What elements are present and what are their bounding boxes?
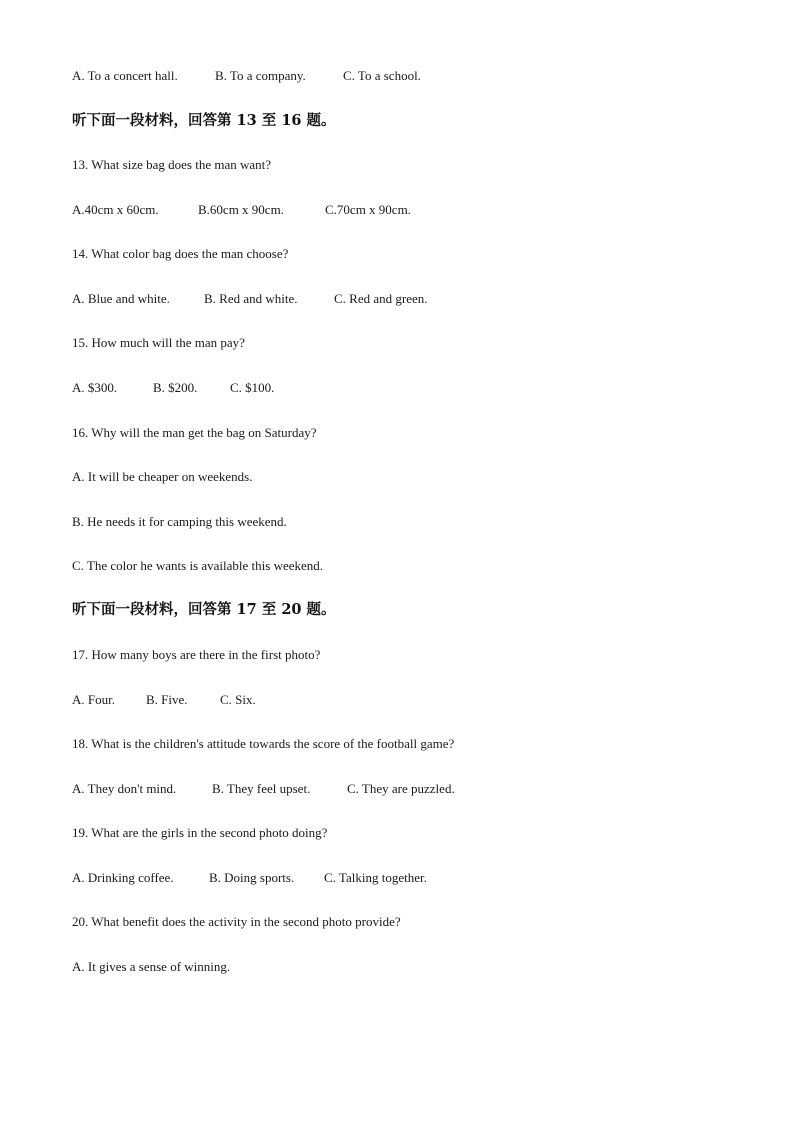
options-row-12: [72, 68, 421, 84]
options-row-13: [72, 202, 411, 218]
option-a: A. It gives a sense of winning.: [72, 959, 231, 974]
options-row-14: [72, 291, 428, 307]
question-15: 15. How much will the man pay?: [72, 335, 245, 350]
option-c: C. Six.: [220, 692, 256, 707]
question-16: 16. Why will the man get the bag on Saturday?: [72, 425, 317, 440]
question-14: 14. What color bag does the man choose?: [72, 246, 289, 261]
option-c: C. Talking together.: [324, 870, 427, 885]
options-row-17: [72, 692, 256, 708]
option-c: C. $100.: [230, 380, 275, 395]
question-20: 20. What benefit does the activity in the second photo provide?: [72, 914, 401, 929]
option-b: B. Doing sports.: [209, 870, 295, 885]
option-b: B. Red and white.: [204, 291, 298, 306]
option-b: B. They feel upset.: [212, 781, 311, 796]
question-19: 19. What are the girls in the second photo doing?: [72, 825, 328, 840]
option-b: B. To a company.: [215, 68, 306, 83]
options-row-19: [72, 870, 427, 886]
option-b: B. He needs it for camping this weekend.: [72, 514, 287, 529]
option-c: C. They are puzzled.: [347, 781, 455, 796]
question-13: 13. What size bag does the man want?: [72, 157, 272, 172]
option-a: A. $300.: [72, 380, 118, 395]
option-a: A. Blue and white.: [72, 291, 170, 306]
options-row-15: [72, 380, 275, 396]
question-17: 17. How many boys are there in the first photo?: [72, 647, 321, 662]
option-c: C. The color he wants is available this weekend.: [72, 558, 324, 573]
option-c: C. Red and green.: [334, 291, 428, 306]
option-a: A. To a concert hall.: [72, 68, 178, 83]
options-row-18: [72, 781, 455, 797]
option-a: A. Drinking coffee.: [72, 870, 174, 885]
option-c: C.70cm x 90cm.: [325, 202, 411, 217]
option-a: A. It will be cheaper on weekends.: [72, 469, 253, 484]
option-a: A. Four.: [72, 692, 115, 707]
section-heading-13-16: 听下面一段材料，回答第 13 至 16 题。: [72, 112, 336, 129]
option-a: A.40cm x 60cm.: [72, 202, 159, 217]
option-c: C. To a school.: [343, 68, 421, 83]
option-a: A. They don't mind.: [72, 781, 177, 796]
section-heading-17-20: 听下面一段材料，回答第 17 至 20 题。: [72, 601, 336, 618]
option-b: B. Five.: [146, 692, 188, 707]
option-b: B.60cm x 90cm.: [198, 202, 284, 217]
option-b: B. $200.: [153, 380, 198, 395]
question-18: 18. What is the children's attitude towards the score of the football game?: [72, 736, 455, 751]
